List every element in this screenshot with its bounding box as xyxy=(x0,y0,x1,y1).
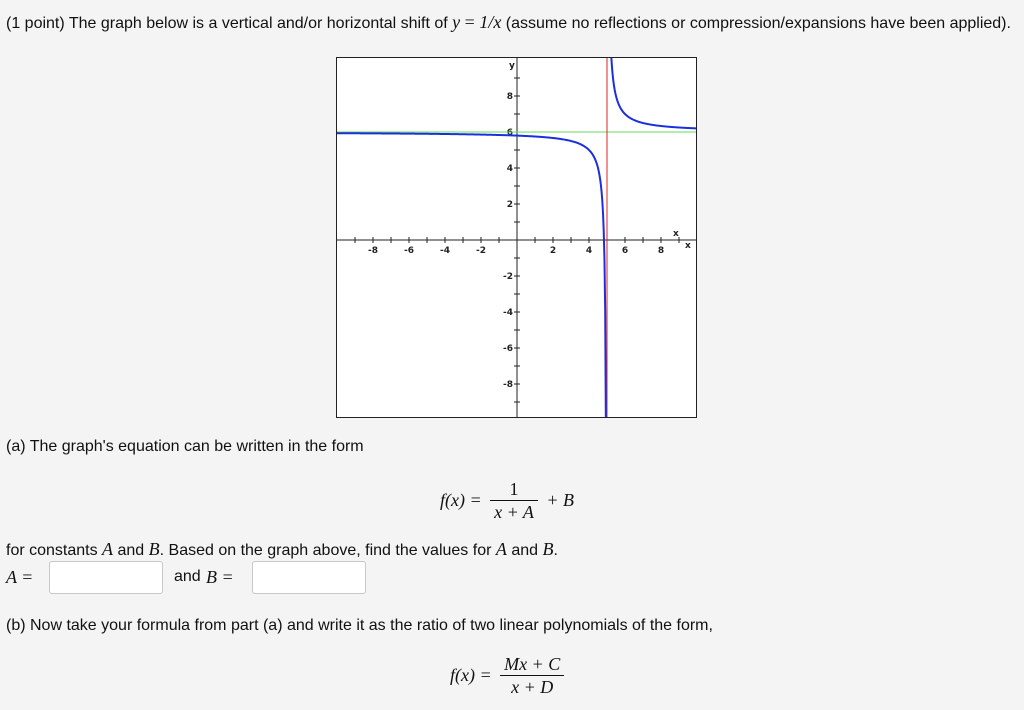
x-axis-label-top: x xyxy=(673,229,679,239)
instruction-var-b-2: B xyxy=(542,539,554,559)
question-intro-text-2: (assume no reflections or compression/expansions have been applied). xyxy=(501,15,1011,32)
part-a-instruction xyxy=(6,539,558,560)
question-intro-text: (1 point) The graph below is a vertical and/or horizontal shift of xyxy=(6,15,453,32)
part-b-fraction xyxy=(500,653,564,698)
part-b-numerator: Mx + C xyxy=(500,653,564,676)
instruction-var-b: B xyxy=(148,539,160,559)
part-b-denominator: x + D xyxy=(511,677,554,697)
label-a: A = xyxy=(6,567,34,587)
y-tick-label: -4 xyxy=(503,308,513,318)
part-a-fraction xyxy=(490,478,538,523)
instruction-end: . xyxy=(553,542,558,559)
y-tick-label: 2 xyxy=(506,200,513,210)
y-tick-label: 4 xyxy=(506,164,513,174)
instruction-var-a-2: A xyxy=(495,539,507,559)
answer-a-input[interactable] xyxy=(49,561,163,594)
intro-eq-rhs: 1/x xyxy=(479,12,502,32)
part-a-intro: (a) The graph's equation can be written in the form xyxy=(6,438,364,455)
y-tick-label: -8 xyxy=(503,380,513,390)
part-a-formula xyxy=(440,478,574,523)
graph-canvas xyxy=(337,58,696,417)
x-tick-label: 6 xyxy=(621,246,629,256)
y-tick-label: -2 xyxy=(503,272,513,282)
y-tick-label: 8 xyxy=(506,92,513,102)
x-tick-label: -2 xyxy=(476,246,486,256)
curve-left-branch xyxy=(337,133,607,417)
part-a-numerator: 1 xyxy=(490,478,538,501)
label-b: B = xyxy=(206,567,234,587)
y-axis-label: y xyxy=(509,61,515,71)
part-b-formula-lhs: f(x) = xyxy=(450,665,492,685)
intro-eq-equals: = xyxy=(460,12,480,32)
part-b-intro: (b) Now take your formula from part (a) and write it as the ratio of two linear polynomials of the form, xyxy=(6,617,713,634)
x-axis-label: x xyxy=(685,241,691,251)
instruction-and-2: and xyxy=(506,542,543,559)
instruction-text-2: . Based on the graph above, find the values for xyxy=(159,542,496,559)
question-intro xyxy=(6,11,1016,35)
y-tick-label: 6 xyxy=(506,128,513,138)
x-tick-label: 2 xyxy=(549,246,557,256)
y-tick-label: -6 xyxy=(503,344,513,354)
label-and: and xyxy=(174,568,201,585)
x-tick-label: 4 xyxy=(585,246,593,256)
x-tick-label: 8 xyxy=(657,246,665,256)
instruction-var-a: A xyxy=(102,539,114,559)
x-tick-label: -4 xyxy=(440,246,450,256)
function-graph xyxy=(336,57,697,418)
part-b-formula xyxy=(450,653,568,698)
intro-eq-y: y xyxy=(452,12,461,32)
instruction-text-1: for constants xyxy=(6,542,103,559)
answer-b-input[interactable] xyxy=(252,561,366,594)
curve-right-branch xyxy=(607,58,696,129)
part-a-denominator: x + A xyxy=(494,502,534,522)
part-a-formula-plus: + B xyxy=(546,490,574,510)
x-tick-label: -8 xyxy=(368,246,378,256)
x-tick-label: -6 xyxy=(404,246,414,256)
instruction-and: and xyxy=(113,542,149,559)
part-a-formula-lhs: f(x) = xyxy=(440,490,482,510)
